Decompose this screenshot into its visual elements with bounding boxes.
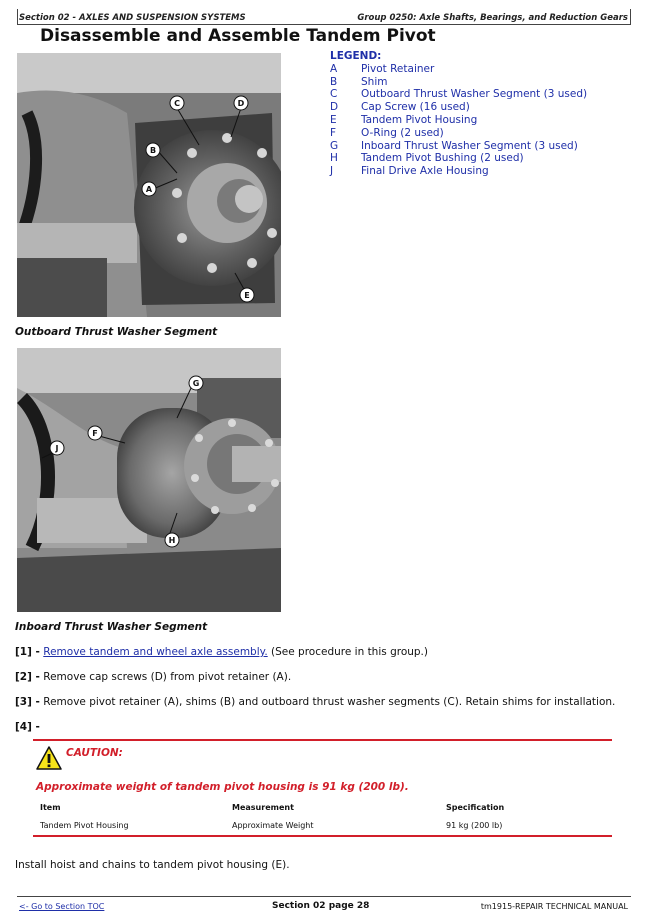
figure-inboard-caption: Inboard Thrust Washer Segment — [15, 621, 208, 633]
header-right-rule — [630, 9, 631, 25]
outboard-illustration — [17, 53, 281, 317]
legend-item-b: B Shim — [330, 75, 388, 88]
legend-heading: LEGEND: — [330, 50, 382, 62]
table-cell-specification: 91 kg (200 lb) — [446, 821, 503, 830]
callout-c: C — [174, 99, 180, 108]
table-header-measurement: Measurement — [232, 803, 294, 812]
callout-a: A — [145, 185, 153, 194]
figure-inboard-photo — [17, 348, 281, 612]
table-cell-item: Tandem Pivot Housing — [40, 821, 129, 830]
legend-item-d: D Cap Screw (16 used) — [330, 101, 470, 114]
section-header: Section 02 - AXLES AND SUSPENSION SYSTEMS — [19, 13, 246, 23]
caution-label: CAUTION: — [66, 747, 123, 759]
legend-item-h: H Tandem Pivot Bushing (2 used) — [330, 152, 524, 165]
legend-item-e: E Tandem Pivot Housing — [330, 113, 478, 126]
page-title: Disassemble and Assemble Tandem Pivot — [40, 26, 436, 46]
legend-item-g: G Inboard Thrust Washer Segment (3 used) — [330, 139, 578, 152]
caution-text: Approximate weight of tandem pivot housing is 91 kg (200 lb). — [36, 781, 409, 793]
callout-e: E — [244, 291, 250, 300]
section-toc-link[interactable]: <- Go to Section TOC — [19, 902, 105, 911]
remove-tandem-link[interactable]: Remove tandem and wheel axle assembly. — [43, 646, 268, 658]
inboard-illustration — [17, 348, 281, 612]
figure-outboard-caption: Outboard Thrust Washer Segment — [15, 326, 218, 338]
callout-d: D — [237, 99, 245, 108]
step-4: [4] - — [15, 721, 40, 733]
callout-j: J — [55, 444, 59, 453]
legend — [330, 50, 587, 178]
page-number: Section 02 page 28 — [272, 901, 370, 911]
table-cell-measurement: Approximate Weight — [232, 821, 314, 830]
legend-item-j: J Final Drive Axle Housing — [330, 165, 489, 178]
warning-icon — [36, 745, 62, 775]
header-left-rule — [17, 9, 18, 25]
step-3: [3] - Remove pivot retainer (A), shims (B) and outboard thrust washer segments (C). Retain shims for installation. — [15, 696, 616, 708]
group-header: Group 0250: Axle Shafts, Bearings, and Reduction Gears — [357, 13, 628, 23]
callout-g: G — [192, 379, 200, 388]
legend-item-a: A Pivot Retainer — [330, 62, 435, 75]
install-hoist-text: Install hoist and chains to tandem pivot housing (E). — [15, 859, 290, 871]
legend-item-f: F O-Ring (2 used) — [330, 126, 444, 139]
figure-outboard-photo — [17, 53, 281, 317]
header-divider — [17, 24, 631, 25]
manual-name: tm1915-REPAIR TECHNICAL MANUAL — [480, 902, 628, 911]
step-2: [2] - Remove cap screws (D) from pivot retainer (A). — [15, 671, 292, 683]
caution-bottom-rule — [33, 835, 612, 837]
callout-h: H — [168, 536, 176, 545]
legend-item-c: C Outboard Thrust Washer Segment (3 used) — [330, 88, 588, 101]
callout-b: B — [149, 146, 157, 155]
table-header-specification: Specification — [446, 803, 505, 812]
footer-divider — [17, 896, 631, 897]
table-header-item: Item — [40, 803, 61, 812]
step-1: [1] - Remove tandem and wheel axle assembly. (See procedure in this group.) — [15, 646, 428, 658]
caution-top-rule — [33, 739, 612, 741]
callout-f: F — [92, 429, 98, 438]
